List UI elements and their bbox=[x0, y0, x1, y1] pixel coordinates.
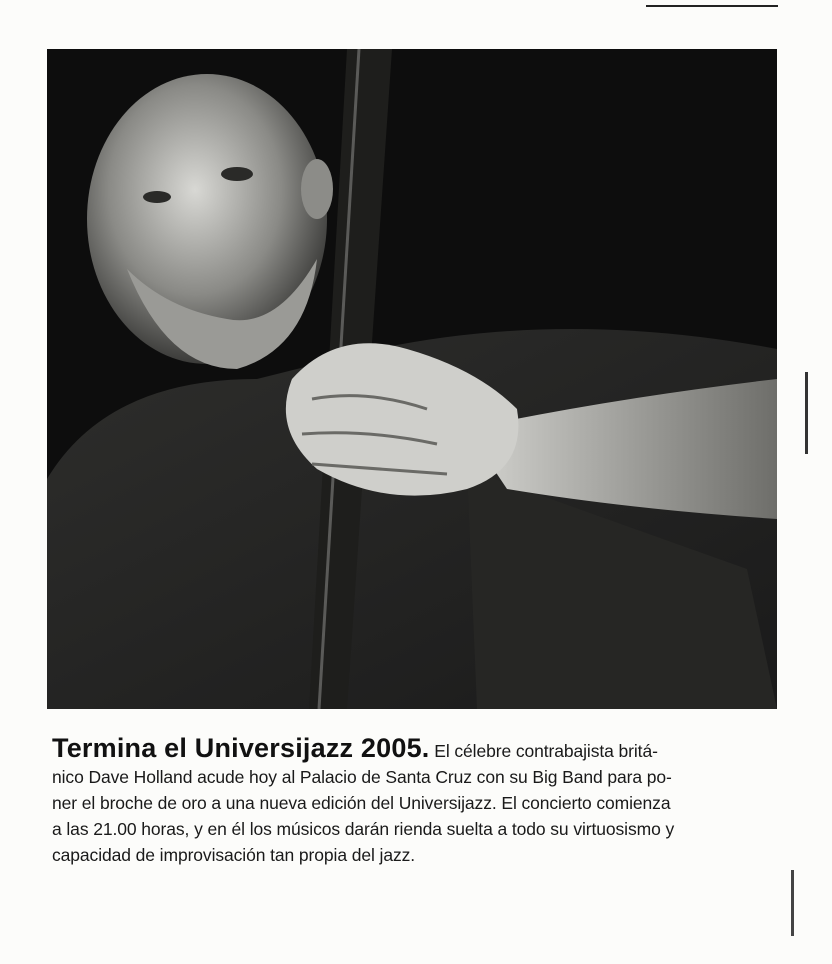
contrabass-player-portrait-icon bbox=[47, 49, 777, 709]
edge-scan-mark bbox=[791, 870, 794, 936]
photo-caption bbox=[52, 735, 784, 868]
caption-text: El célebre contrabajista britá- bbox=[434, 741, 658, 761]
caption-line-2: nico Dave Holland acude hoy al Palacio de Santa Cruz con su Big Band para po- bbox=[52, 767, 672, 787]
caption-line-1 bbox=[52, 735, 784, 764]
top-rule bbox=[646, 5, 778, 7]
caption-headline: Termina el Universijazz 2005. bbox=[52, 733, 430, 763]
caption-line-5: capacidad de improvisación tan propia del jazz. bbox=[52, 845, 416, 865]
caption-line-3: ner el broche de oro a una nueva edición del Universijazz. El concierto comienza bbox=[52, 793, 671, 813]
news-photo bbox=[47, 49, 777, 709]
edge-scan-mark bbox=[805, 372, 808, 454]
caption-line-4: a las 21.00 horas, y en él los músicos darán rienda suelta a todo su virtuosismo y bbox=[52, 819, 675, 839]
